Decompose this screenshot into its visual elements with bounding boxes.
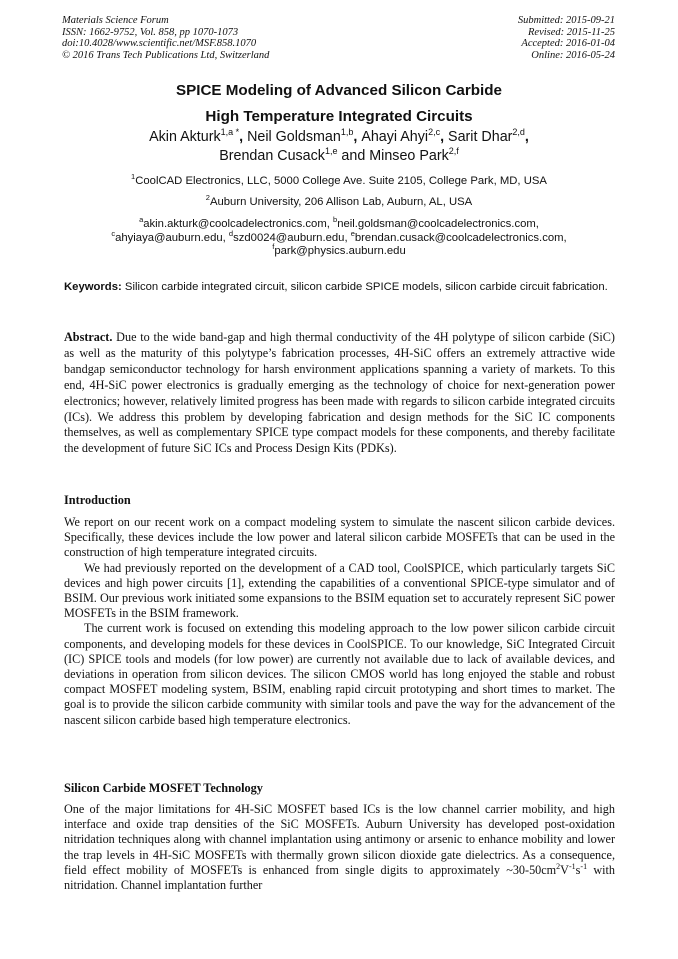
author-name: Sarit Dhar	[448, 129, 513, 145]
issn-line: ISSN: 1662-9752, Vol. 858, pp 1070-1073	[62, 26, 239, 38]
paragraph-text: One of the major limitations for 4H-SiC MOSFET based ICs is the low channel carrier mobility, and high interface and oxide trap densities of the SiC MOSFETs. Auburn University has developed post-oxidation nitridation techniques along with channel implantation using antimony or arsenic to enhance mobility and lower the trap levels in 4H-SiC MOSFETs with thermally grown silicon dioxide gate dielectrics. As a consequence, field effect mobility of MOSFETs is enhanced from single digits to approximately ~30-50cm	[64, 802, 615, 877]
abstract-text: Due to the wide band-gap and high thermal conductivity of the 4H polytype of silicon carbide (SiC) as well as the maturity of this polytype’s fabrication processes, 4H-SiC offers an extremely attractive wide bandgap semiconductor technology for harsh environment applications spanning a variety of markets. To this end, 4H-SiC power electronics is gradually emerging as the technology of choice for next-generation power electronics; however, relatively limited progress has been made with regards to silicon carbide integrated circuits (ICs). We address this problem by developing fabrication and design methods for the SiC IC components themselves, as well as complementary SPICE type compact models for these components, and thereby facilitate the development of future SiC ICs and Process Design Kits (PDKs).	[64, 330, 615, 456]
author-name: Ahayi Ahyi	[361, 129, 429, 145]
author-affil-marker: 2,c	[428, 127, 441, 137]
section-heading-mosfet: Silicon Carbide MOSFET Technology	[64, 781, 263, 795]
email-link[interactable]: ahyiaya@auburn.edu	[115, 231, 223, 244]
author-name: Minseo Park	[369, 148, 449, 164]
author-affil-marker: 2,f	[448, 146, 459, 156]
email-marker: e	[350, 228, 355, 238]
email-link[interactable]: brendan.cusack@coolcadelectronics.com	[354, 231, 564, 244]
affiliation-text: CoolCAD Electronics, LLC, 5000 College Ave. Suite 2105, College Park, MD, USA	[135, 175, 547, 187]
email-marker: c	[111, 228, 116, 238]
paragraph	[64, 802, 615, 893]
paragraph: We had previously reported on the development of a CAD tool, CoolSPICE, which particularly targets SiC devices and high power circuits [1], extending the capabilities of a conventional SPICE-type simulator and of BSIM. Our previous work initiated some expansions to the BSIM equation set to accurately represent SiC power MOSFETs in the BSIM framework.	[64, 560, 615, 621]
unit-text: s	[575, 862, 581, 877]
keywords-text: Silicon carbide integrated circuit, silicon carbide SPICE models, silicon carbide circuit fabrication.	[121, 281, 608, 293]
email-link[interactable]: park@physics.auburn.edu	[274, 245, 406, 258]
paragraph: The current work is focused on extending this modeling approach to the low power silicon carbide circuit components, and developing models for these devices in CoolSPICE. To our knowledge, SiC Integrated Circuit (IC) SPICE tools and models (for low power) are currently not available due to lack of available devices, and deviations in operation from silicon devices. The silicon CMOS world has long enjoyed the stable and robust compact MOSFET modeling system, BSIM, enabling rapid circuit prototyping and short times to market. The goal is to provide the silicon carbide community with similar tools and pave the way for the advancement of the nascent silicon carbide based high temperature electronics.	[64, 621, 615, 727]
keywords-label: Keywords:	[64, 281, 122, 293]
email-link[interactable]: szd0024@auburn.edu	[233, 231, 345, 244]
unit-exponent: -1	[580, 861, 588, 871]
author-name: Neil Goldsman	[247, 129, 341, 145]
abstract-label: Abstract.	[64, 330, 113, 344]
author-affil-marker: 1,e	[324, 146, 338, 156]
email-marker: a	[139, 215, 144, 224]
mosfet-body	[64, 802, 615, 893]
paragraph-text: with nitridation. Channel implantation further	[64, 862, 616, 893]
author-separator: ,	[440, 129, 449, 145]
journal-name: Materials Science Forum	[62, 15, 169, 26]
affiliation-text: Auburn University, 206 Allison Lab, Auburn, AL, USA	[209, 196, 473, 208]
affiliation-1	[0, 172, 678, 187]
abstract	[64, 330, 615, 457]
unit-exponent: 2	[556, 861, 561, 871]
email-link[interactable]: neil.goldsman@coolcadelectronics.com	[337, 218, 536, 230]
email-marker: f	[272, 242, 275, 252]
submitted-date: Submitted: 2015-09-21	[517, 15, 615, 26]
affiliation-2	[0, 193, 678, 208]
author-separator: ,	[524, 129, 529, 145]
paper-title-line-2: High Temperature Integrated Circuits	[205, 108, 473, 125]
submission-dates	[518, 15, 615, 61]
author-affil-marker: 2,d	[512, 127, 525, 137]
author-separator: ,	[239, 129, 248, 145]
journal-info	[62, 15, 269, 61]
author-affil-marker: 1,b	[340, 127, 354, 137]
author-name: Brendan Cusack	[219, 148, 325, 164]
online-date: Online: 2016-05-24	[531, 49, 615, 61]
accepted-date: Accepted: 2016-01-04	[521, 38, 615, 49]
author-list	[0, 128, 678, 166]
paper-title-line-1: SPICE Modeling of Advanced Silicon Carbide	[175, 82, 502, 99]
doi-line: doi:10.4028/www.scientific.net/MSF.858.1070	[62, 38, 257, 49]
email-marker: b	[333, 215, 338, 224]
author-emails: $^a$akin.akturk@coolcadelectronics.com, $^b$neil.goldsman@coolcadelectronics.com, $^c$ahyiaya@auburn.edu, $^d$szd0024@auburn.edu, $^e$brendan.cusack@coolcadelectronics.com, $^f$park@physics.auburn.edu	[111, 215, 567, 258]
introduction-body	[64, 515, 615, 728]
author-separator: ,	[353, 129, 362, 145]
unit-exponent: -1	[568, 861, 576, 871]
unit-text: V	[560, 862, 569, 877]
author-name: Akin Akturk	[149, 129, 221, 145]
revised-date: Revised: 2015-11-25	[528, 26, 615, 38]
author-affil-marker: 1,a *	[220, 127, 240, 137]
copyright-line: © 2016 Trans Tech Publications Ltd, Switzerland	[62, 49, 270, 61]
keywords	[64, 280, 615, 295]
affiliation-marker: 2	[205, 193, 210, 202]
email-link[interactable]: akin.akturk@coolcadelectronics.com	[143, 218, 327, 230]
email-marker: d	[228, 228, 234, 238]
section-heading-introduction: Introduction	[64, 493, 131, 507]
paragraph: We report on our recent work on a compact modeling system to simulate the nascent silicon carbide devices. Specifically, these devices include the low power and lateral silicon carbide MOSFETs that can be used in the construction of high temperature integrated circuits.	[64, 515, 615, 560]
affiliation-marker: 1	[131, 172, 136, 181]
author-separator: and	[337, 148, 370, 164]
